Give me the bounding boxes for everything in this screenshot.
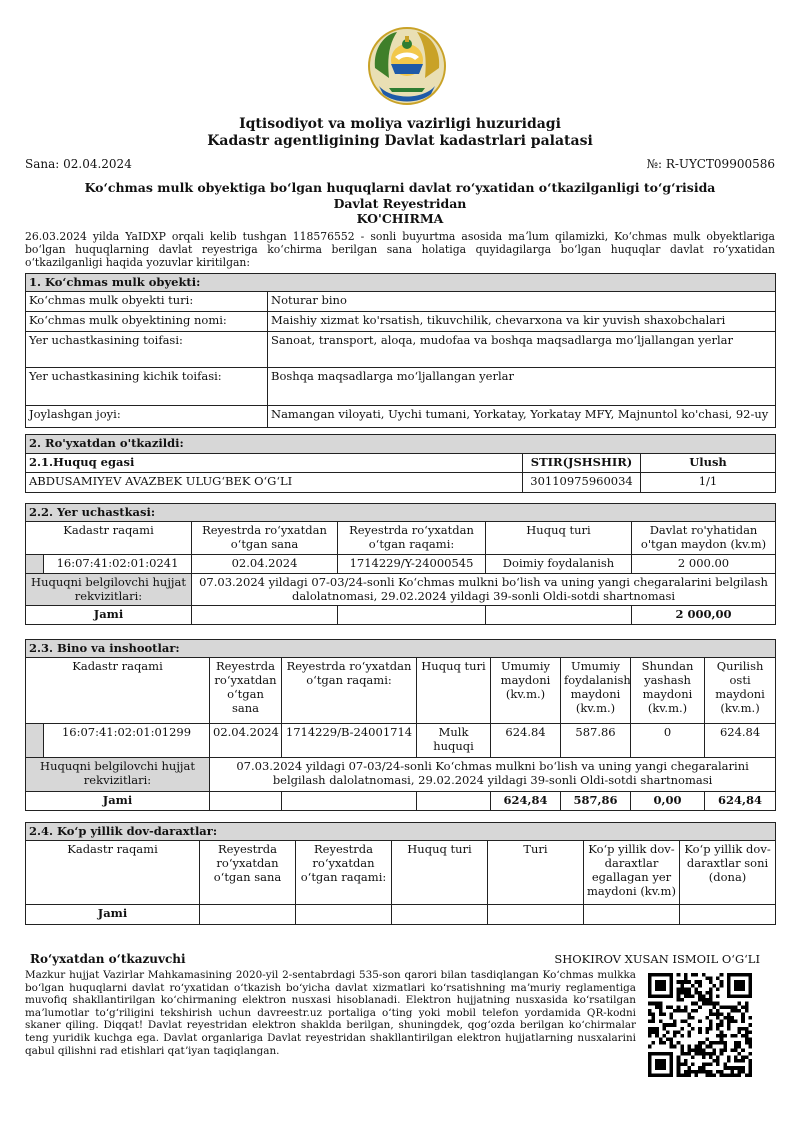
share-header: Ulush bbox=[641, 454, 776, 473]
column-header: Huquq turi bbox=[486, 522, 632, 555]
row-marker bbox=[26, 724, 44, 758]
owner-header: 2.1.Huquq egasi bbox=[26, 454, 523, 473]
stir-header: STIR(JSHSHIR) bbox=[523, 454, 641, 473]
field-value: Namangan viloyati, Uychi tumani, Yorkatay, Yorkatay MFY, Majnuntol ko'chasi, 92-uy bbox=[268, 406, 776, 428]
column-header: Turi bbox=[488, 841, 584, 905]
document-requisites-value: 07.03.2024 yildagi 07-03/24-sonli Koʻchmas mulkni boʻlish va uning yangi chegaralarini belgilash dalolatnomasi, 29.02.2024 yildagi 39-sonli Oldi-sotdi shartnomasi bbox=[192, 574, 776, 606]
intro-paragraph: 26.03.2024 yilda YaIDXP orqali kelib tushgan 118576552 - sonli buyurtma asosida maʼlum qilamizki, Koʻchmas mulk obyektlariga boʻlgan huquqlarning davlat reyestriga koʻchirma berilgan sana holatiga quyidagilarga boʻlgan huquqlar davlat roʻyxatidan oʻtkazilganligi haqida yozuvlar kiritilgan: bbox=[25, 230, 775, 269]
legal-notice: Mazkur hujjat Vazirlar Mahkamasining 2020-yil 2-sentabrdagi 535-son qarori bilan tasdiqlangan Koʻchmas mulkka boʻlgan huquqlarni davlat roʻyxatidan oʻtkazish boʻyicha davlat xizmatlari koʻrsatishning maʼmuriy reglamentiga muvofiq shakllantirilgan koʻchirmaning elektron nusxasi hisoblanadi. Elektron hujjatning nusxasida koʻrsatilgan maʼlumotlar toʻgʻriligini tekshirish uchun davreestr.uz portaliga oʻting yoki mobil telefon yordamida QR-kodni skaner qiling. Diqqat! Davlat reyestridan elektron shaklda berilgan, shuningdek, qogʻozda berilgan koʻchirmalar teng yuridik kuchga ega. Davlat organlariga Davlat reyestridan shakllantirilgan elektron hujjatlarning nusxalarini qabul qilishni rad etishlari qatʼiyan taqiqlangan. bbox=[25, 969, 636, 1057]
section-2-4-title: 2.4. Koʻp yillik dov-daraxtlar: bbox=[26, 823, 776, 841]
document-title-line-1: Koʻchmas mulk obyektiga boʻlgan huquqlarni davlat roʻyxatidan oʻtkazilganligi toʻgʻrisida bbox=[84, 180, 716, 195]
owner-name: ABDUSAMIYEV AVAZBEK ULUGʻBEK OʻGʻLI bbox=[26, 473, 523, 493]
registrar-title: Roʻyxatdan oʻtkazuvchi bbox=[30, 952, 186, 966]
section-1-title: 1. Koʻchmas mulk obyekti: bbox=[26, 274, 776, 292]
column-header: Reyestrda roʻyxatdan oʻtgan raqami: bbox=[296, 841, 392, 905]
column-header: Kadastr raqami bbox=[26, 658, 210, 724]
column-header: Reyestrda roʻyxatdan oʻtgan sana bbox=[210, 658, 282, 724]
living-area-value: 0 bbox=[631, 724, 705, 758]
registrar-name: SHOKIROV XUSAN ISMOIL OʻGʻLI bbox=[554, 952, 760, 966]
state-emblem-icon bbox=[367, 24, 447, 108]
right-type: Mulk huquqi bbox=[417, 724, 491, 758]
section-2-3-title: 2.3. Bino va inshootlar: bbox=[26, 640, 776, 658]
document-number: №: R-UYCT09900586 bbox=[646, 157, 775, 171]
owner-share: 1/1 bbox=[641, 473, 776, 493]
total-area: 2 000,00 bbox=[632, 606, 776, 625]
column-header: Huquq turi bbox=[417, 658, 491, 724]
registration-number: 1714229/Y-24000545 bbox=[338, 555, 486, 574]
registration-number: 1714229/B-24001714 bbox=[282, 724, 417, 758]
table-row bbox=[26, 406, 776, 428]
column-header: Reyestrda roʻyxatdan oʻtgan raqami: bbox=[338, 522, 486, 555]
total-living-area: 0,00 bbox=[631, 792, 705, 811]
total-label: Jami bbox=[26, 792, 210, 811]
registration-owner-table bbox=[25, 434, 776, 493]
table-row bbox=[26, 555, 776, 574]
organization-line-1: Iqtisodiyot va moliya vazirligi huzuridagi bbox=[239, 116, 561, 132]
document-title-line-2: Davlat Reyestridan bbox=[333, 196, 467, 211]
table-row bbox=[26, 332, 776, 368]
field-label: Yer uchastkasining toifasi: bbox=[26, 332, 268, 368]
column-header: Reyestrda roʻyxatdan oʻtgan sana bbox=[192, 522, 338, 555]
table-row bbox=[26, 473, 776, 493]
cadastre-number: 16:07:41:02:01:01299 bbox=[44, 724, 210, 758]
common-area-value: 587.86 bbox=[561, 724, 631, 758]
field-label: Koʻchmas mulk obyektining nomi: bbox=[26, 312, 268, 332]
buildings-table bbox=[25, 639, 776, 811]
total-area-value: 624.84 bbox=[491, 724, 561, 758]
document-title-line-3: KO'CHIRMA bbox=[356, 211, 444, 226]
cadastre-number: 16:07:41:02:01:0241 bbox=[44, 555, 192, 574]
perennial-trees-table bbox=[25, 822, 776, 925]
registration-date: 02.04.2024 bbox=[210, 724, 282, 758]
document-requisites-label: Huquqni belgilovchi hujjat rekvizitlari: bbox=[26, 574, 192, 606]
total-footprint-area: 624,84 bbox=[705, 792, 776, 811]
document-requisites-label: Huquqni belgilovchi hujjat rekvizitlari: bbox=[26, 758, 210, 792]
section-2-2-title: 2.2. Yer uchastkasi: bbox=[26, 504, 776, 522]
field-label: Koʻchmas mulk obyekti turi: bbox=[26, 292, 268, 312]
field-value: Sanoat, transport, aloqa, mudofaa va boshqa maqsadlarga moʻljallangan yerlar bbox=[268, 332, 776, 368]
document-requisites-value: 07.03.2024 yildagi 07-03/24-sonli Koʻchmas mulkni boʻlish va uning yangi chegaralarini belgilash dalolatnomasi, 29.02.2024 yildagi 39-sonli Oldi-sotdi shartnomasi bbox=[210, 758, 776, 792]
registration-date: 02.04.2024 bbox=[192, 555, 338, 574]
column-header: Umumiy foydalanish maydoni (kv.m.) bbox=[561, 658, 631, 724]
section-2-title: 2. Ro'yxatdan o'tkazildi: bbox=[26, 435, 776, 454]
column-header: Qurilish osti maydoni (kv.m.) bbox=[705, 658, 776, 724]
field-label: Yer uchastkasining kichik toifasi: bbox=[26, 368, 268, 406]
table-row bbox=[26, 292, 776, 312]
column-header: Koʻp yillik dov-daraxtlar egallagan yer maydoni (kv.m) bbox=[584, 841, 680, 905]
land-plot-table bbox=[25, 503, 776, 625]
column-header: Kadastr raqami bbox=[26, 841, 200, 905]
qr-code-icon[interactable] bbox=[648, 973, 752, 1077]
table-row bbox=[26, 368, 776, 406]
total-label: Jami bbox=[26, 606, 192, 625]
table-row bbox=[26, 724, 776, 758]
field-value: Noturar bino bbox=[268, 292, 776, 312]
column-header: Kadastr raqami bbox=[26, 522, 192, 555]
property-object-table bbox=[25, 273, 776, 428]
total-area: 624,84 bbox=[491, 792, 561, 811]
total-label: Jami bbox=[26, 905, 200, 925]
field-value: Boshqa maqsadlarga moʻljallangan yerlar bbox=[268, 368, 776, 406]
total-common-area: 587,86 bbox=[561, 792, 631, 811]
table-row bbox=[26, 312, 776, 332]
column-header: Reyestrda roʻyxatdan oʻtgan raqami: bbox=[282, 658, 417, 724]
footprint-area-value: 624.84 bbox=[705, 724, 776, 758]
column-header: Umumiy maydoni (kv.m.) bbox=[491, 658, 561, 724]
column-header: Koʻp yillik dov-daraxtlar soni (dona) bbox=[680, 841, 776, 905]
area-value: 2 000.00 bbox=[632, 555, 776, 574]
column-header: Reyestrda roʻyxatdan oʻtgan sana bbox=[200, 841, 296, 905]
field-label: Joylashgan joyi: bbox=[26, 406, 268, 428]
field-value: Maishiy xizmat ko'rsatish, tikuvchilik, chevarxona va kir yuvish shaxobchalari bbox=[268, 312, 776, 332]
column-header: Shundan yashash maydoni (kv.m.) bbox=[631, 658, 705, 724]
document-date: Sana: 02.04.2024 bbox=[25, 157, 132, 171]
column-header: Davlat ro'yhatidan o'tgan maydon (kv.m) bbox=[632, 522, 776, 555]
owner-stir: 30110975960034 bbox=[523, 473, 641, 493]
right-type: Doimiy foydalanish bbox=[486, 555, 632, 574]
column-header: Huquq turi bbox=[392, 841, 488, 905]
row-marker bbox=[26, 555, 44, 574]
organization-line-2: Kadastr agentligining Davlat kadastrlari palatasi bbox=[207, 133, 593, 149]
